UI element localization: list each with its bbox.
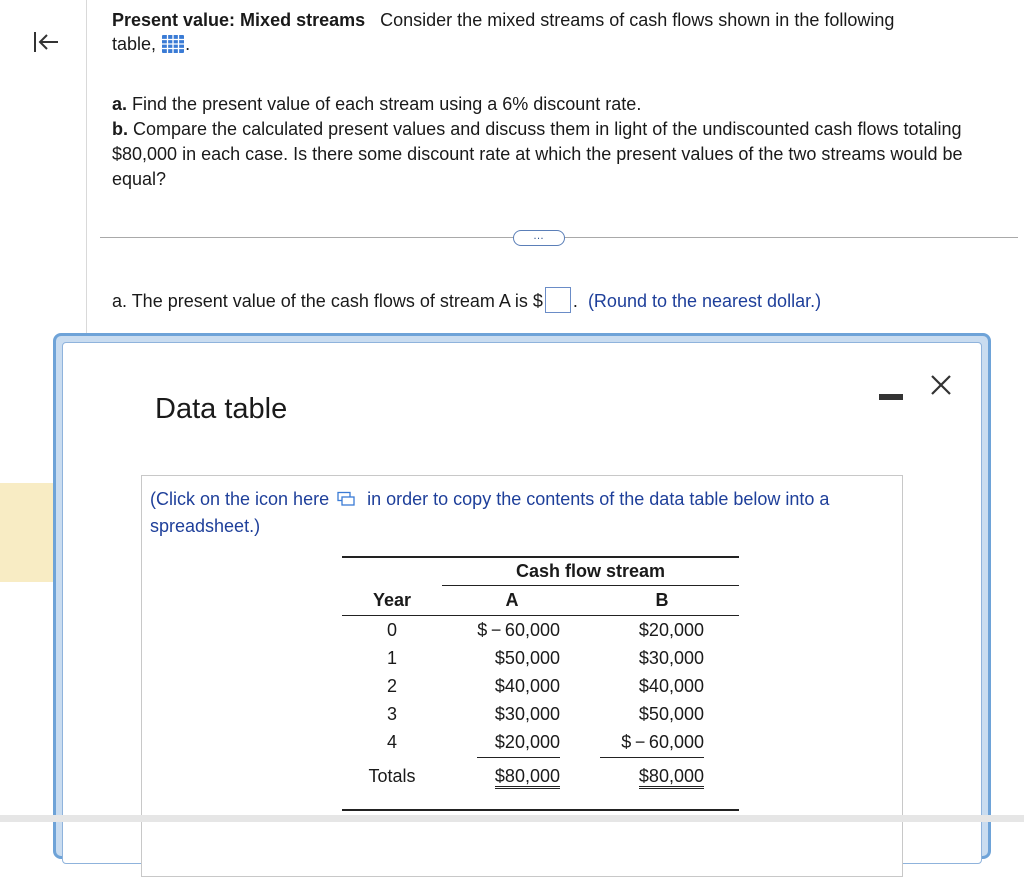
part-a-text: Find the present value of each stream using a 6% discount rate. bbox=[132, 94, 642, 114]
part-a bbox=[112, 92, 1012, 117]
table-bottom-rule bbox=[342, 809, 739, 811]
modal-body bbox=[62, 342, 982, 864]
col-a-header: A bbox=[505, 590, 519, 610]
answer-suffix: . bbox=[572, 291, 578, 311]
copy-note-part1: (Click on the icon here bbox=[150, 489, 330, 509]
table-row-4-a: $20,000 bbox=[494, 732, 560, 752]
answer-input[interactable] bbox=[545, 287, 571, 313]
sum-rule-b bbox=[600, 757, 704, 758]
total-a-value: $80,000 bbox=[495, 766, 560, 789]
question-text-period: . bbox=[185, 34, 191, 54]
table-row-1-year: 1 bbox=[386, 648, 397, 668]
part-b bbox=[112, 117, 1012, 192]
table-row-2-year: 2 bbox=[386, 676, 397, 696]
copy-icon[interactable] bbox=[336, 488, 356, 504]
part-b-text: Compare the calculated present values and discuss them in light of the undiscounted cash flows totaling $80,000 in each case. Is there some discount rate at which the present values of the two streams would be equal? bbox=[112, 119, 963, 189]
total-a bbox=[442, 766, 560, 787]
group-header: Cash flow stream bbox=[515, 561, 666, 581]
expand-more-button[interactable]: … bbox=[513, 230, 565, 246]
copy-note-part2: in order to copy the contents of the data table below into a spreadsheet.) bbox=[150, 489, 830, 536]
question-intro bbox=[112, 8, 1012, 56]
table-row-4-b: $ − 60,000 bbox=[621, 732, 704, 752]
table-row-4-year: 4 bbox=[386, 732, 397, 752]
table-row-0-b: $20,000 bbox=[638, 620, 704, 640]
table-row-1-a: $50,000 bbox=[494, 648, 560, 668]
highlight-band bbox=[0, 483, 53, 582]
bottom-strip bbox=[0, 815, 1024, 822]
year-header: Year bbox=[372, 590, 412, 610]
minimize-icon[interactable] bbox=[879, 385, 903, 400]
copy-note bbox=[150, 486, 890, 540]
modal-title: Data table bbox=[155, 393, 288, 425]
table-row-3-b: $50,000 bbox=[638, 704, 704, 724]
close-icon[interactable] bbox=[929, 373, 953, 397]
table-row-0-a: $ − 60,000 bbox=[477, 620, 560, 640]
table-row-1-b: $30,000 bbox=[638, 648, 704, 668]
col-b-header: B bbox=[655, 590, 669, 610]
sum-rule-a bbox=[477, 757, 560, 758]
table-row-3-a: $30,000 bbox=[494, 704, 560, 724]
data-table-modal bbox=[53, 333, 991, 859]
question-text-line2: table, bbox=[112, 34, 157, 54]
table-row-3-year: 3 bbox=[386, 704, 397, 724]
part-a-label: a. bbox=[112, 94, 128, 114]
table-row-0-year: 0 bbox=[386, 620, 397, 640]
collapse-left-icon[interactable] bbox=[30, 28, 62, 56]
question-title: Present value: Mixed streams bbox=[112, 10, 366, 30]
answer-line bbox=[112, 287, 821, 313]
answer-prefix: a. The present value of the cash flows of stream A is $ bbox=[112, 291, 543, 311]
table-row-2-a: $40,000 bbox=[494, 676, 560, 696]
group-header-rule bbox=[442, 585, 739, 586]
question-parts bbox=[112, 92, 1012, 192]
totals-label: Totals bbox=[368, 766, 416, 786]
header-rule bbox=[342, 615, 739, 616]
total-b-value: $80,000 bbox=[639, 766, 704, 789]
rounding-hint: (Round to the nearest dollar.) bbox=[587, 291, 822, 311]
table-icon[interactable] bbox=[161, 34, 185, 54]
total-b bbox=[582, 766, 704, 787]
question-text-line1: Consider the mixed streams of cash flows shown in the following bbox=[380, 10, 895, 30]
part-b-label: b. bbox=[112, 119, 128, 139]
table-row-2-b: $40,000 bbox=[638, 676, 704, 696]
table-top-rule bbox=[342, 556, 739, 558]
